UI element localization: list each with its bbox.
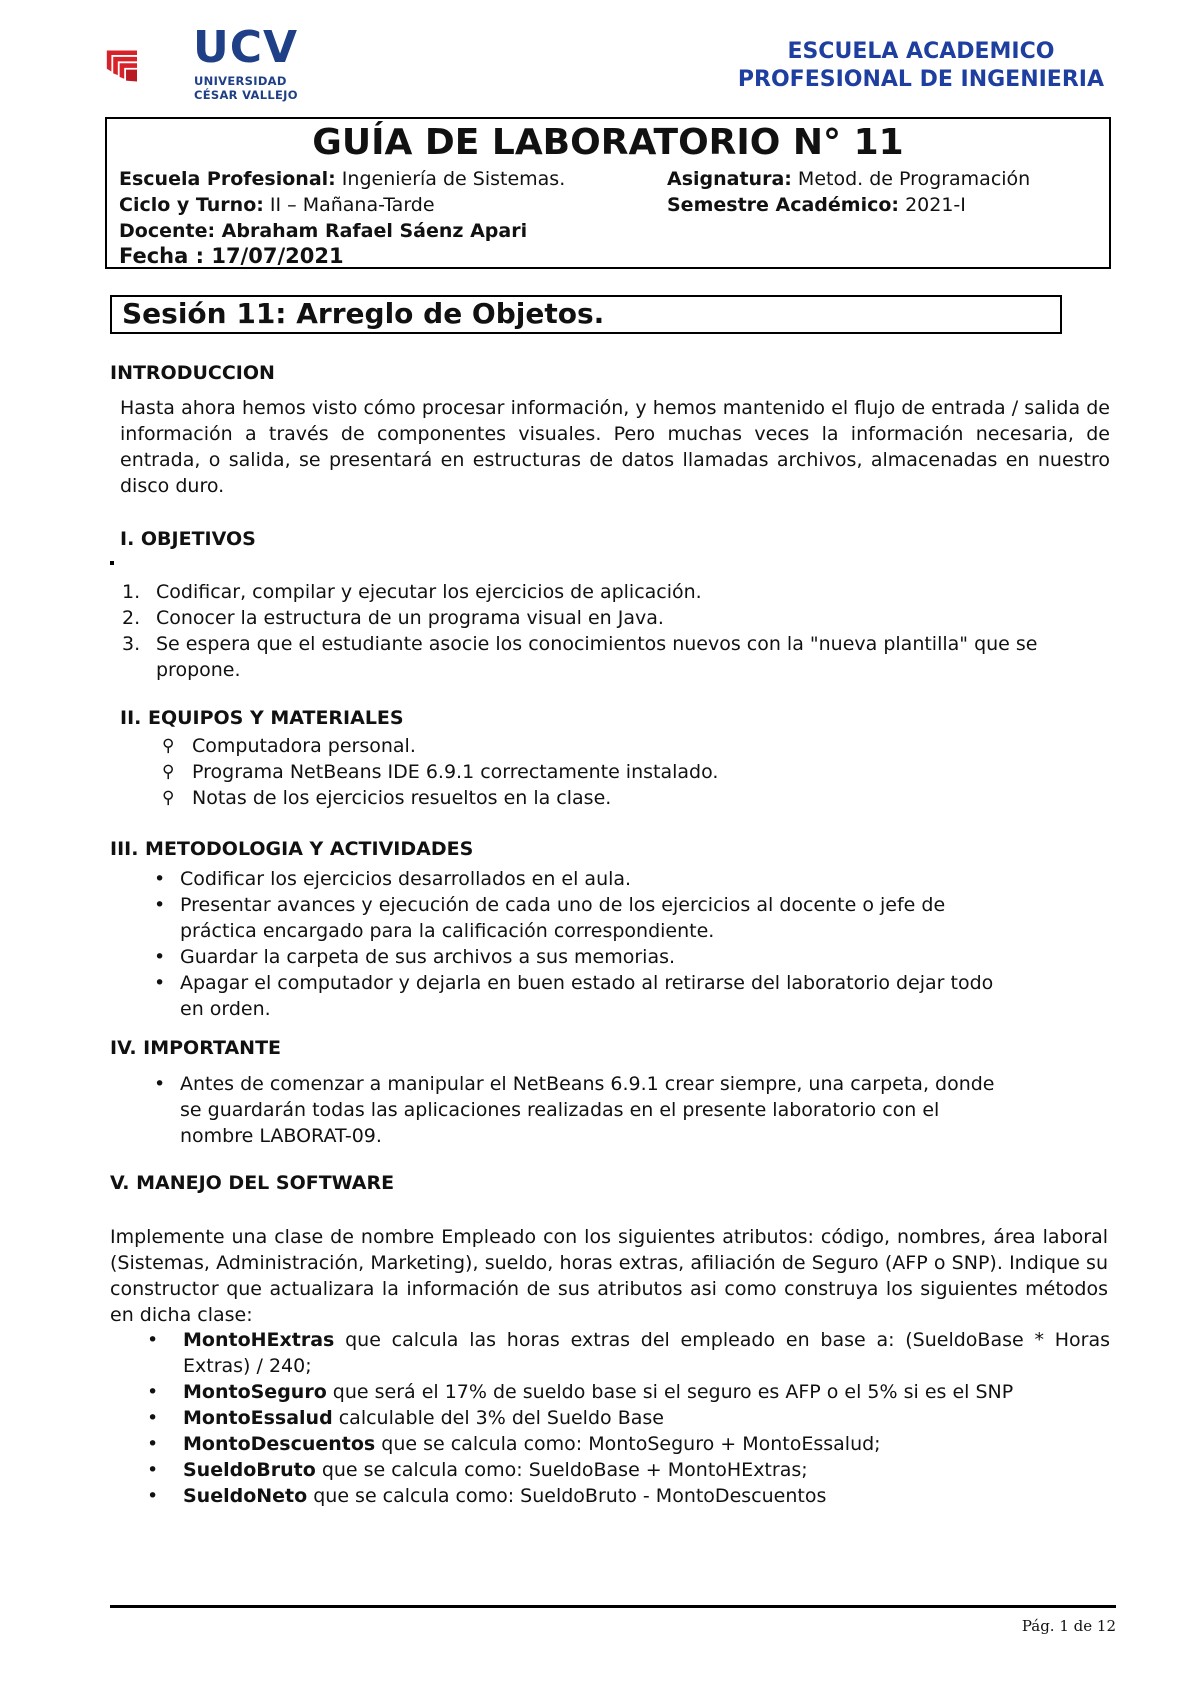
list-item [160,733,1060,759]
bullet-icon: • [154,972,166,994]
list-item [160,759,1060,785]
bullet-icon: • [147,1381,159,1403]
method-description: que se calcula como: SueldoBruto - MontoDescuentos [307,1485,827,1507]
list-item-text: Antes de comenzar a manipular el NetBeans 6.9.1 crear siempre, una carpeta, donde se guardarán todas las aplicaciones realizadas en el presente laboratorio con el nombre LABORAT-09. [180,1073,995,1147]
list-item-text: Se espera que el estudiante asocie los conocimientos nuevos con la "nueva plantilla" que se propone. [156,633,1038,681]
list-number: 3. [122,633,141,655]
objetivos-heading: I. OBJETIVOS [120,528,256,550]
asignatura-value: Metod. de Programación [797,168,1031,190]
software-heading: V. MANEJO DEL SOFTWARE [110,1172,395,1194]
logo-subtitle-line1: UNIVERSIDAD [194,74,287,88]
bullet-icon: • [154,946,166,968]
list-number: 1. [122,581,141,603]
ciclo-label: Ciclo y Turno: [119,194,264,216]
method-item [145,1405,1110,1431]
importante-list [152,1071,1052,1149]
list-item-text: Codificar, compilar y ejecutar los ejercicios de aplicación. [156,581,702,603]
list-item [152,970,1052,1022]
list-item-text: Computadora personal. [192,735,416,757]
list-item-text: Presentar avances y ejecución de cada uno de los ejercicios al docente o jefe de práctica encargado para la calificación correspondiente. [180,894,946,942]
list-item [152,944,1052,970]
bullet-icon: • [154,894,166,916]
semestre-value: 2021-I [905,194,966,216]
method-name: SueldoNeto [183,1485,308,1507]
asignatura-label: Asignatura: [667,168,792,190]
school-name [738,38,1104,94]
list-item [120,631,1070,683]
docente-line: Docente: Abraham Rafael Sáenz Apari [119,220,528,242]
flag-bullet-icon: ⚲ [162,736,175,756]
list-item-text: Codificar los ejercicios desarrollados en el aula. [180,868,632,890]
fecha-line: Fecha : 17/07/2021 [119,244,344,268]
method-item [145,1483,1110,1509]
stray-bullet [110,561,114,565]
list-item-text: Notas de los ejercicios resueltos en la clase. [192,787,612,809]
methods-list [145,1327,1110,1509]
logo-wordmark: UCV [193,22,299,73]
logo-subtitle [194,74,298,102]
escuela-label: Escuela Profesional: [119,168,336,190]
flag-bullet-icon: ⚲ [162,788,175,808]
list-item-text: Guardar la carpeta de sus archivos a sus memorias. [180,946,676,968]
method-description: calculable del 3% del Sueldo Base [332,1407,664,1429]
logo-subtitle-line2: CÉSAR VALLEJO [194,88,298,102]
list-item [152,866,1052,892]
method-description: que se calcula como: MontoSeguro + MontoEssalud; [375,1433,881,1455]
method-description: que será el 17% de sueldo base si el seguro es AFP o el 5% si es el SNP [326,1381,1014,1403]
list-item [160,785,1060,811]
equipos-list [160,733,1060,811]
list-number: 2. [122,607,141,629]
method-name: MontoEssalud [183,1407,333,1429]
flag-bullet-icon: ⚲ [162,762,175,782]
metodologia-list [152,866,1052,1022]
bullet-icon: • [147,1329,159,1351]
list-item-text: Programa NetBeans IDE 6.9.1 correctamente instalado. [192,761,719,783]
bullet-icon: • [154,868,166,890]
equipos-heading: II. EQUIPOS Y MATERIALES [120,707,404,729]
guide-title: GUÍA DE LABORATORIO N° 11 [312,122,904,163]
importante-heading: IV. IMPORTANTE [110,1037,282,1059]
list-item [120,579,1070,605]
objetivos-list [120,579,1070,683]
bullet-icon: • [147,1407,159,1429]
intro-heading: INTRODUCCION [110,362,275,384]
metodologia-heading: III. METODOLOGIA Y ACTIVIDADES [110,838,474,860]
ciclo-line [119,192,435,218]
ucv-logo [105,28,185,104]
list-item [152,892,1052,944]
school-line-2: PROFESIONAL DE INGENIERIA [737,67,1104,92]
method-name: SueldoBruto [183,1459,316,1481]
list-item-text: Conocer la estructura de un programa visual en Java. [156,607,664,629]
list-item [152,1071,1052,1149]
asignatura-line [667,166,1030,192]
method-description: que se calcula como: SueldoBase + MontoHExtras; [315,1459,808,1481]
method-item [145,1327,1110,1379]
semestre-label: Semestre Académico: [667,194,900,216]
list-item [120,605,1070,631]
method-name: MontoDescuentos [183,1433,376,1455]
escuela-line [119,166,565,192]
bullet-icon: • [147,1485,159,1507]
footer-divider [110,1605,1116,1608]
page-number: Pág. 1 de 12 [1021,1617,1116,1635]
method-name: MontoSeguro [183,1381,327,1403]
session-title: Sesión 11: Arreglo de Objetos. [122,297,605,330]
method-item [145,1457,1110,1483]
bullet-icon: • [154,1073,166,1095]
list-item-text: Apagar el computador y dejarla en buen estado al retirarse del laboratorio dejar todo en orden. [180,972,994,1020]
software-paragraph: Implemente una clase de nombre Empleado con los siguientes atributos: código, nombres, área laboral (Sistemas, Administración, Marketing), sueldo, horas extras, afiliación de Seguro (AFP o SNP). Indique su constructor que actualizara la información de sus atributos asi como construya los siguientes métodos en dicha clase: [110,1226,1108,1326]
bullet-icon: • [147,1459,159,1481]
method-name: MontoHExtras [183,1329,335,1351]
method-item [145,1431,1110,1457]
method-item [145,1379,1110,1405]
intro-paragraph: Hasta ahora hemos visto cómo procesar información, y hemos mantenido el flujo de entrada / salida de información a través de componentes visuales. Pero muchas veces la información necesaria, de entrada, o salida, se presentará en estructuras de datos llamadas archivos, almacenadas en nuestro disco duro. [120,397,1110,497]
method-description: que calcula las horas extras del empleado en base a: (SueldoBase * Horas Extras) / 240; [183,1329,1110,1377]
bullet-icon: • [147,1433,159,1455]
school-line-1: ESCUELA ACADEMICO [787,39,1055,64]
ciclo-value: II – Mañana-Tarde [269,194,435,216]
semestre-line [667,192,966,218]
escuela-value: Ingeniería de Sistemas. [341,168,566,190]
